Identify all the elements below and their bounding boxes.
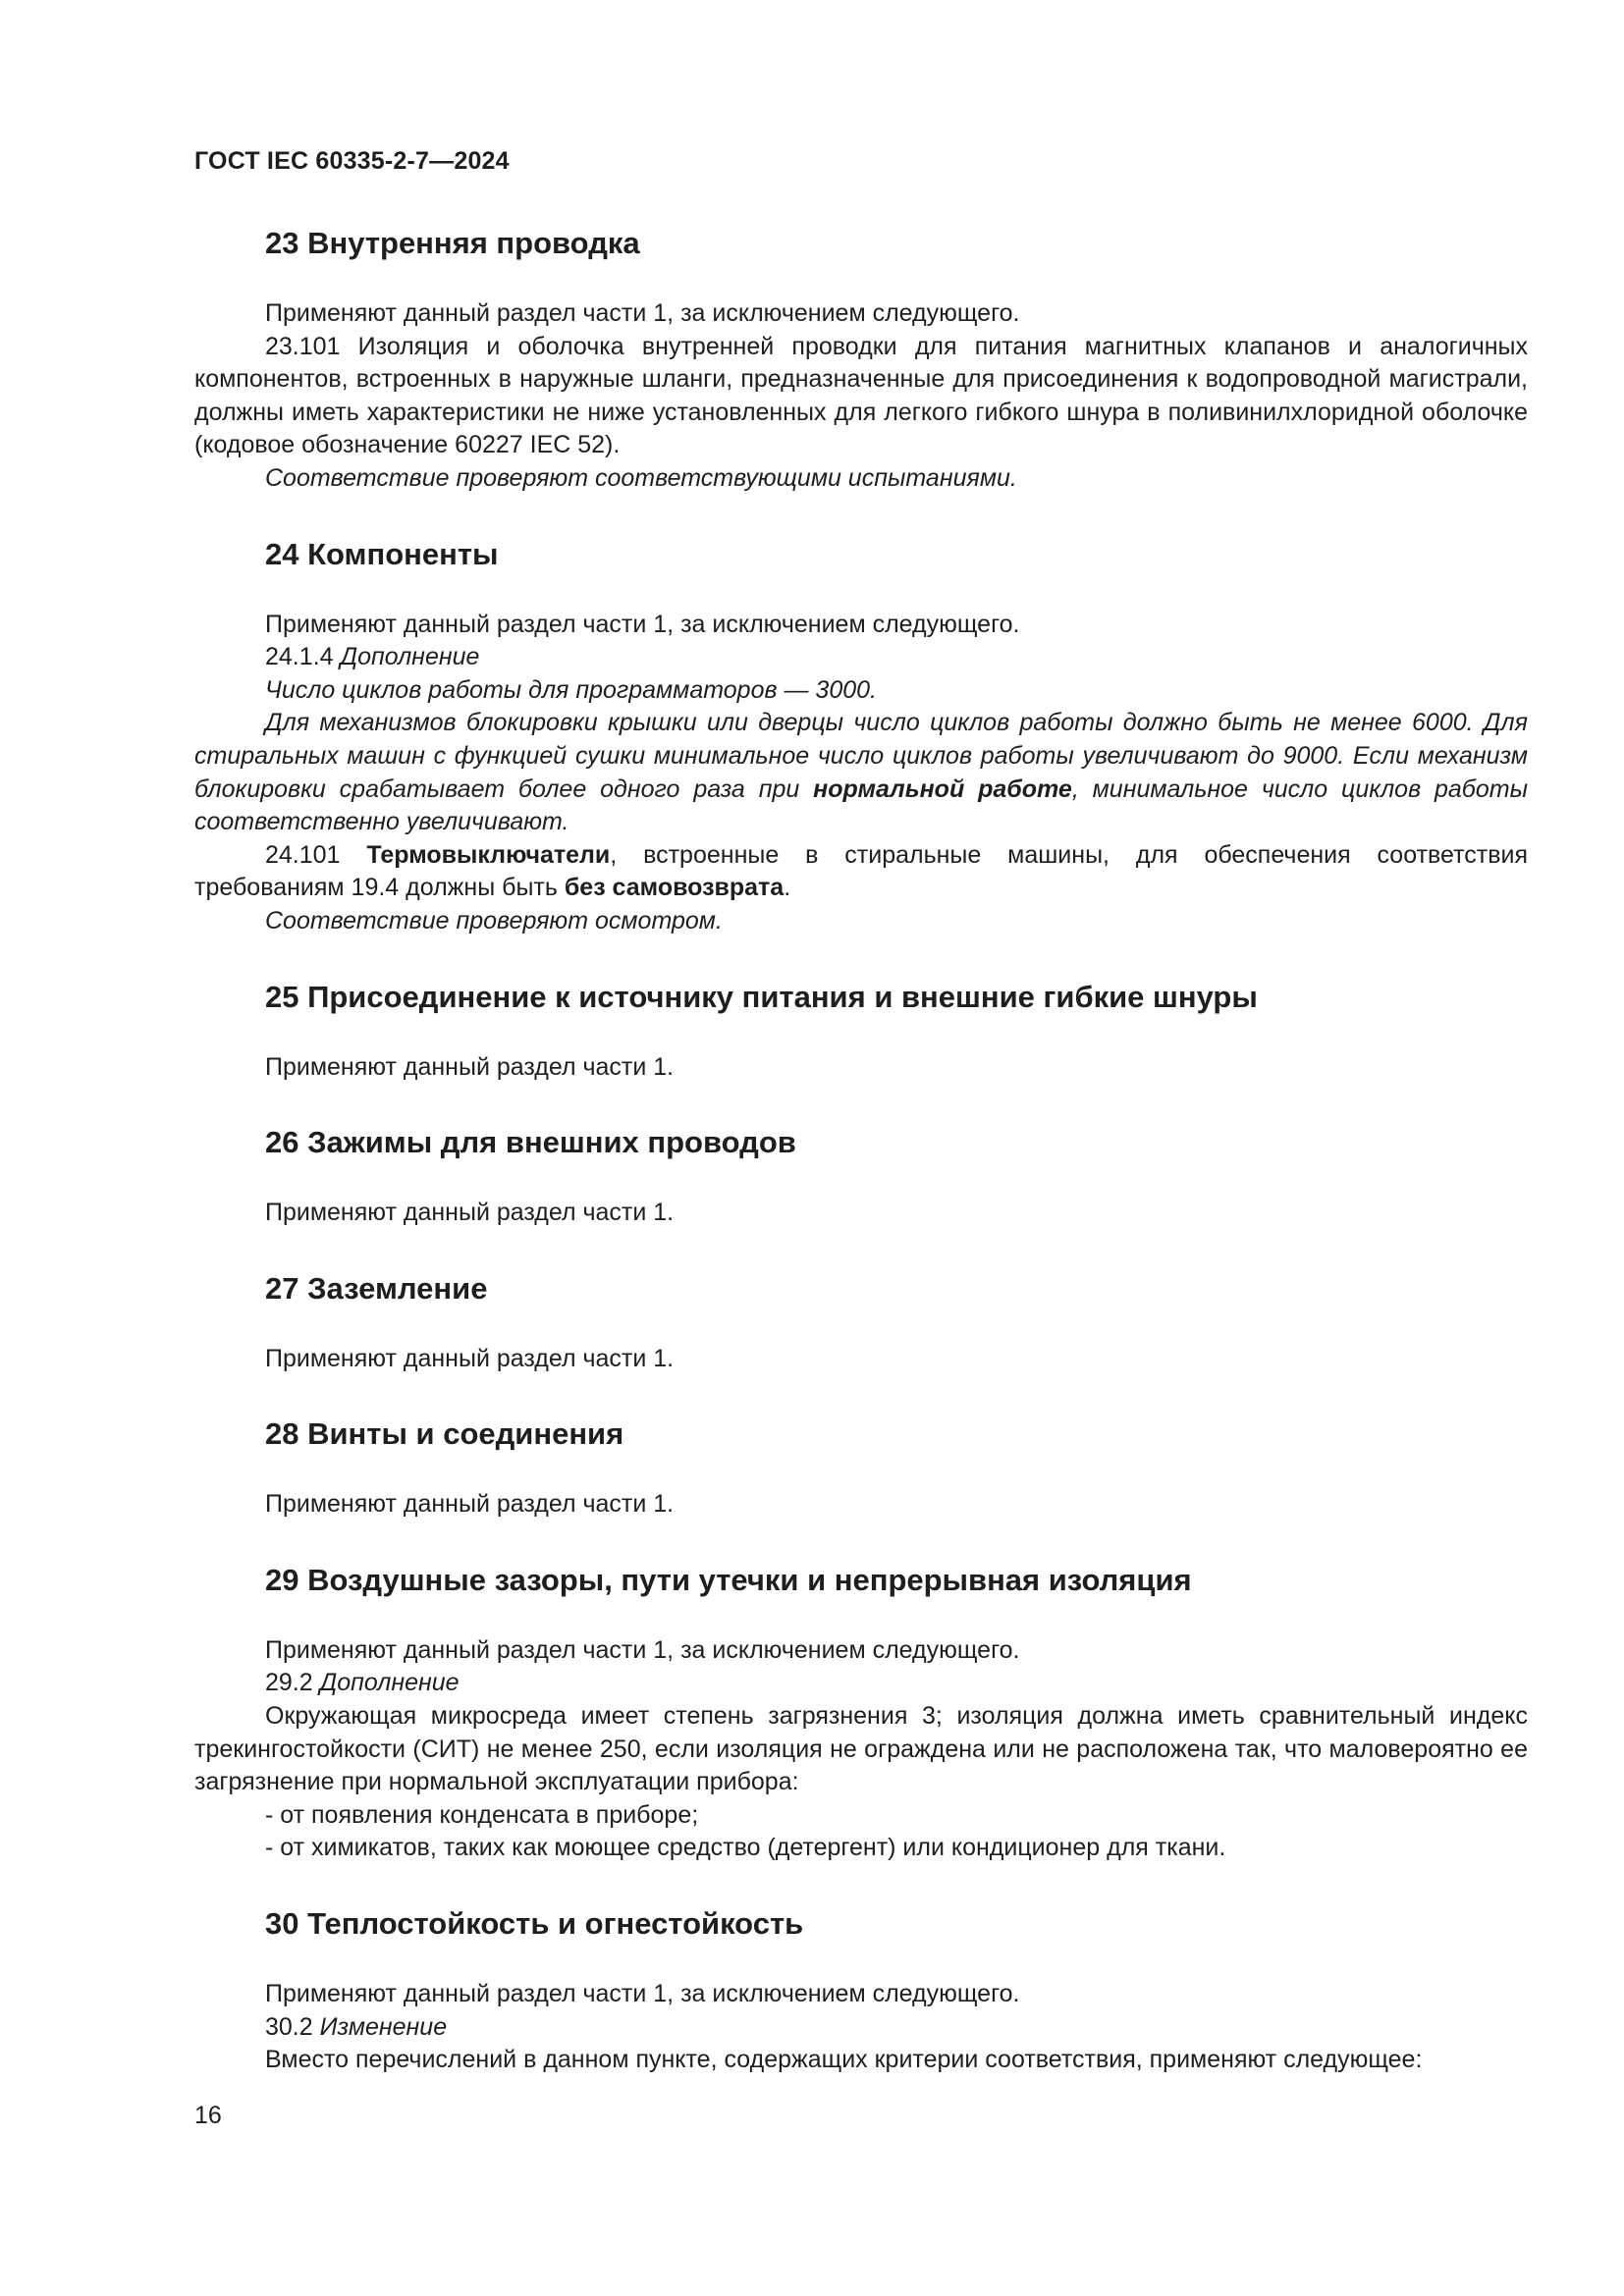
list-item: - от химикатов, таких как моющее средство (детергент) или кондиционер для ткани. bbox=[265, 1834, 1226, 1862]
section-title: 24 Компоненты bbox=[265, 536, 499, 571]
clause-label: Дополнение bbox=[340, 643, 480, 671]
clause-label: Изменение bbox=[319, 2012, 448, 2041]
clause-heading bbox=[194, 641, 1528, 674]
paragraph: Применяют данный раздел части 1, за исключением следующего. bbox=[265, 1980, 1020, 2008]
paragraph: Применяют данный раздел части 1. bbox=[265, 1490, 675, 1519]
clause-number: 24.1.4 bbox=[265, 643, 334, 671]
paragraph: 24.101 Термовыключатели, встроенные в стиральные машины, для обеспечения соответствия требованиям 19.4 должны быть без самовозврата. bbox=[194, 840, 1528, 902]
paragraph: Для механизмов блокировки крышки или дверцы число циклов работы должно быть не менее 6000. Для стиральных машин с функцией сушки минимальное число циклов работы увеличивают до 9000. Если механизм блокировки срабатывает более одного раза при нормальной работе, минимальное число циклов работы соответственно увеличивают. bbox=[194, 709, 1528, 836]
paragraph: Вместо перечислений в данном пункте, содержащих критерии соответствия, применяют следующее: bbox=[265, 2046, 1423, 2074]
paragraph: 23.101 Изоляция и оболочка внутренней проводки для питания магнитных клапанов и аналогичных компонентов, встроенных в наружные шланги, предназначенные для присоединения к водопроводной магистрали, должны иметь характеристики не ниже установленных для легкого гибкого шнура в поливинилхлоридной оболочке (кодовое обозначение 60227 IEC 52). bbox=[194, 332, 1528, 459]
section-30 bbox=[194, 1902, 1528, 2077]
paragraph: Применяют данный раздел части 1. bbox=[265, 1199, 675, 1227]
page-content bbox=[194, 222, 1528, 2077]
clause-number: 29.2 bbox=[265, 1669, 313, 1697]
defined-term: нормальной работе bbox=[813, 774, 1072, 803]
section-title: 26 Зажимы для внешних проводов bbox=[265, 1125, 796, 1160]
page-number: 16 bbox=[194, 2102, 222, 2129]
clause-heading bbox=[194, 1667, 1528, 1700]
section-title: 27 Заземление bbox=[265, 1270, 488, 1306]
compliance-note: Соответствие проверяют соответствующими испытаниями. bbox=[265, 463, 1017, 492]
paragraph: Применяют данный раздел части 1. bbox=[265, 1344, 675, 1372]
clause-label: Дополнение bbox=[319, 1669, 460, 1697]
section-28 bbox=[194, 1413, 1528, 1522]
defined-term: без самовозврата bbox=[564, 874, 785, 902]
paragraph: Применяют данный раздел части 1, за исключением следующего. bbox=[265, 610, 1020, 638]
defined-term: Термовыключатели bbox=[366, 840, 611, 869]
document-code-header: ГОСТ IEC 60335-2-7—2024 bbox=[194, 147, 510, 175]
section-title: 25 Присоединение к источнику питания и внешние гибкие шнуры bbox=[265, 979, 1258, 1014]
section-title: 28 Винты и соединения bbox=[265, 1416, 624, 1452]
paragraph: Применяют данный раздел части 1, за исключением следующего. bbox=[265, 1635, 1020, 1664]
section-title: 29 Воздушные зазоры, пути утечки и непрерывная изоляция bbox=[265, 1562, 1192, 1597]
section-29 bbox=[194, 1559, 1528, 1865]
list-item: - от появления конденсата в приборе; bbox=[265, 1800, 699, 1829]
clause-heading bbox=[194, 2011, 1528, 2045]
section-title: 23 Внутренняя проводка bbox=[265, 226, 640, 260]
section-25 bbox=[194, 976, 1528, 1085]
section-27 bbox=[194, 1267, 1528, 1376]
section-title: 30 Теплостойкость и огнестойкость bbox=[265, 1906, 804, 1942]
section-26 bbox=[194, 1121, 1528, 1230]
clause-number: 30.2 bbox=[265, 2012, 313, 2041]
paragraph: Число циклов работы для программаторов — 3000. bbox=[265, 675, 877, 704]
section-24 bbox=[194, 533, 1528, 938]
paragraph: Применяют данный раздел части 1, за исключением следующего. bbox=[265, 299, 1020, 327]
paragraph: Окружающая микросреда имеет степень загрязнения 3; изоляция должна иметь сравнительный индекс трекингостойкости (СИТ) не менее 250, если изоляция не ограждена или не расположена так, что маловероятно ее загрязнение при нормальной эксплуатации прибора: bbox=[194, 1702, 1528, 1796]
paragraph: Применяют данный раздел части 1. bbox=[265, 1052, 675, 1081]
section-23 bbox=[194, 222, 1528, 496]
compliance-note: Соответствие проверяют осмотром. bbox=[265, 906, 723, 934]
